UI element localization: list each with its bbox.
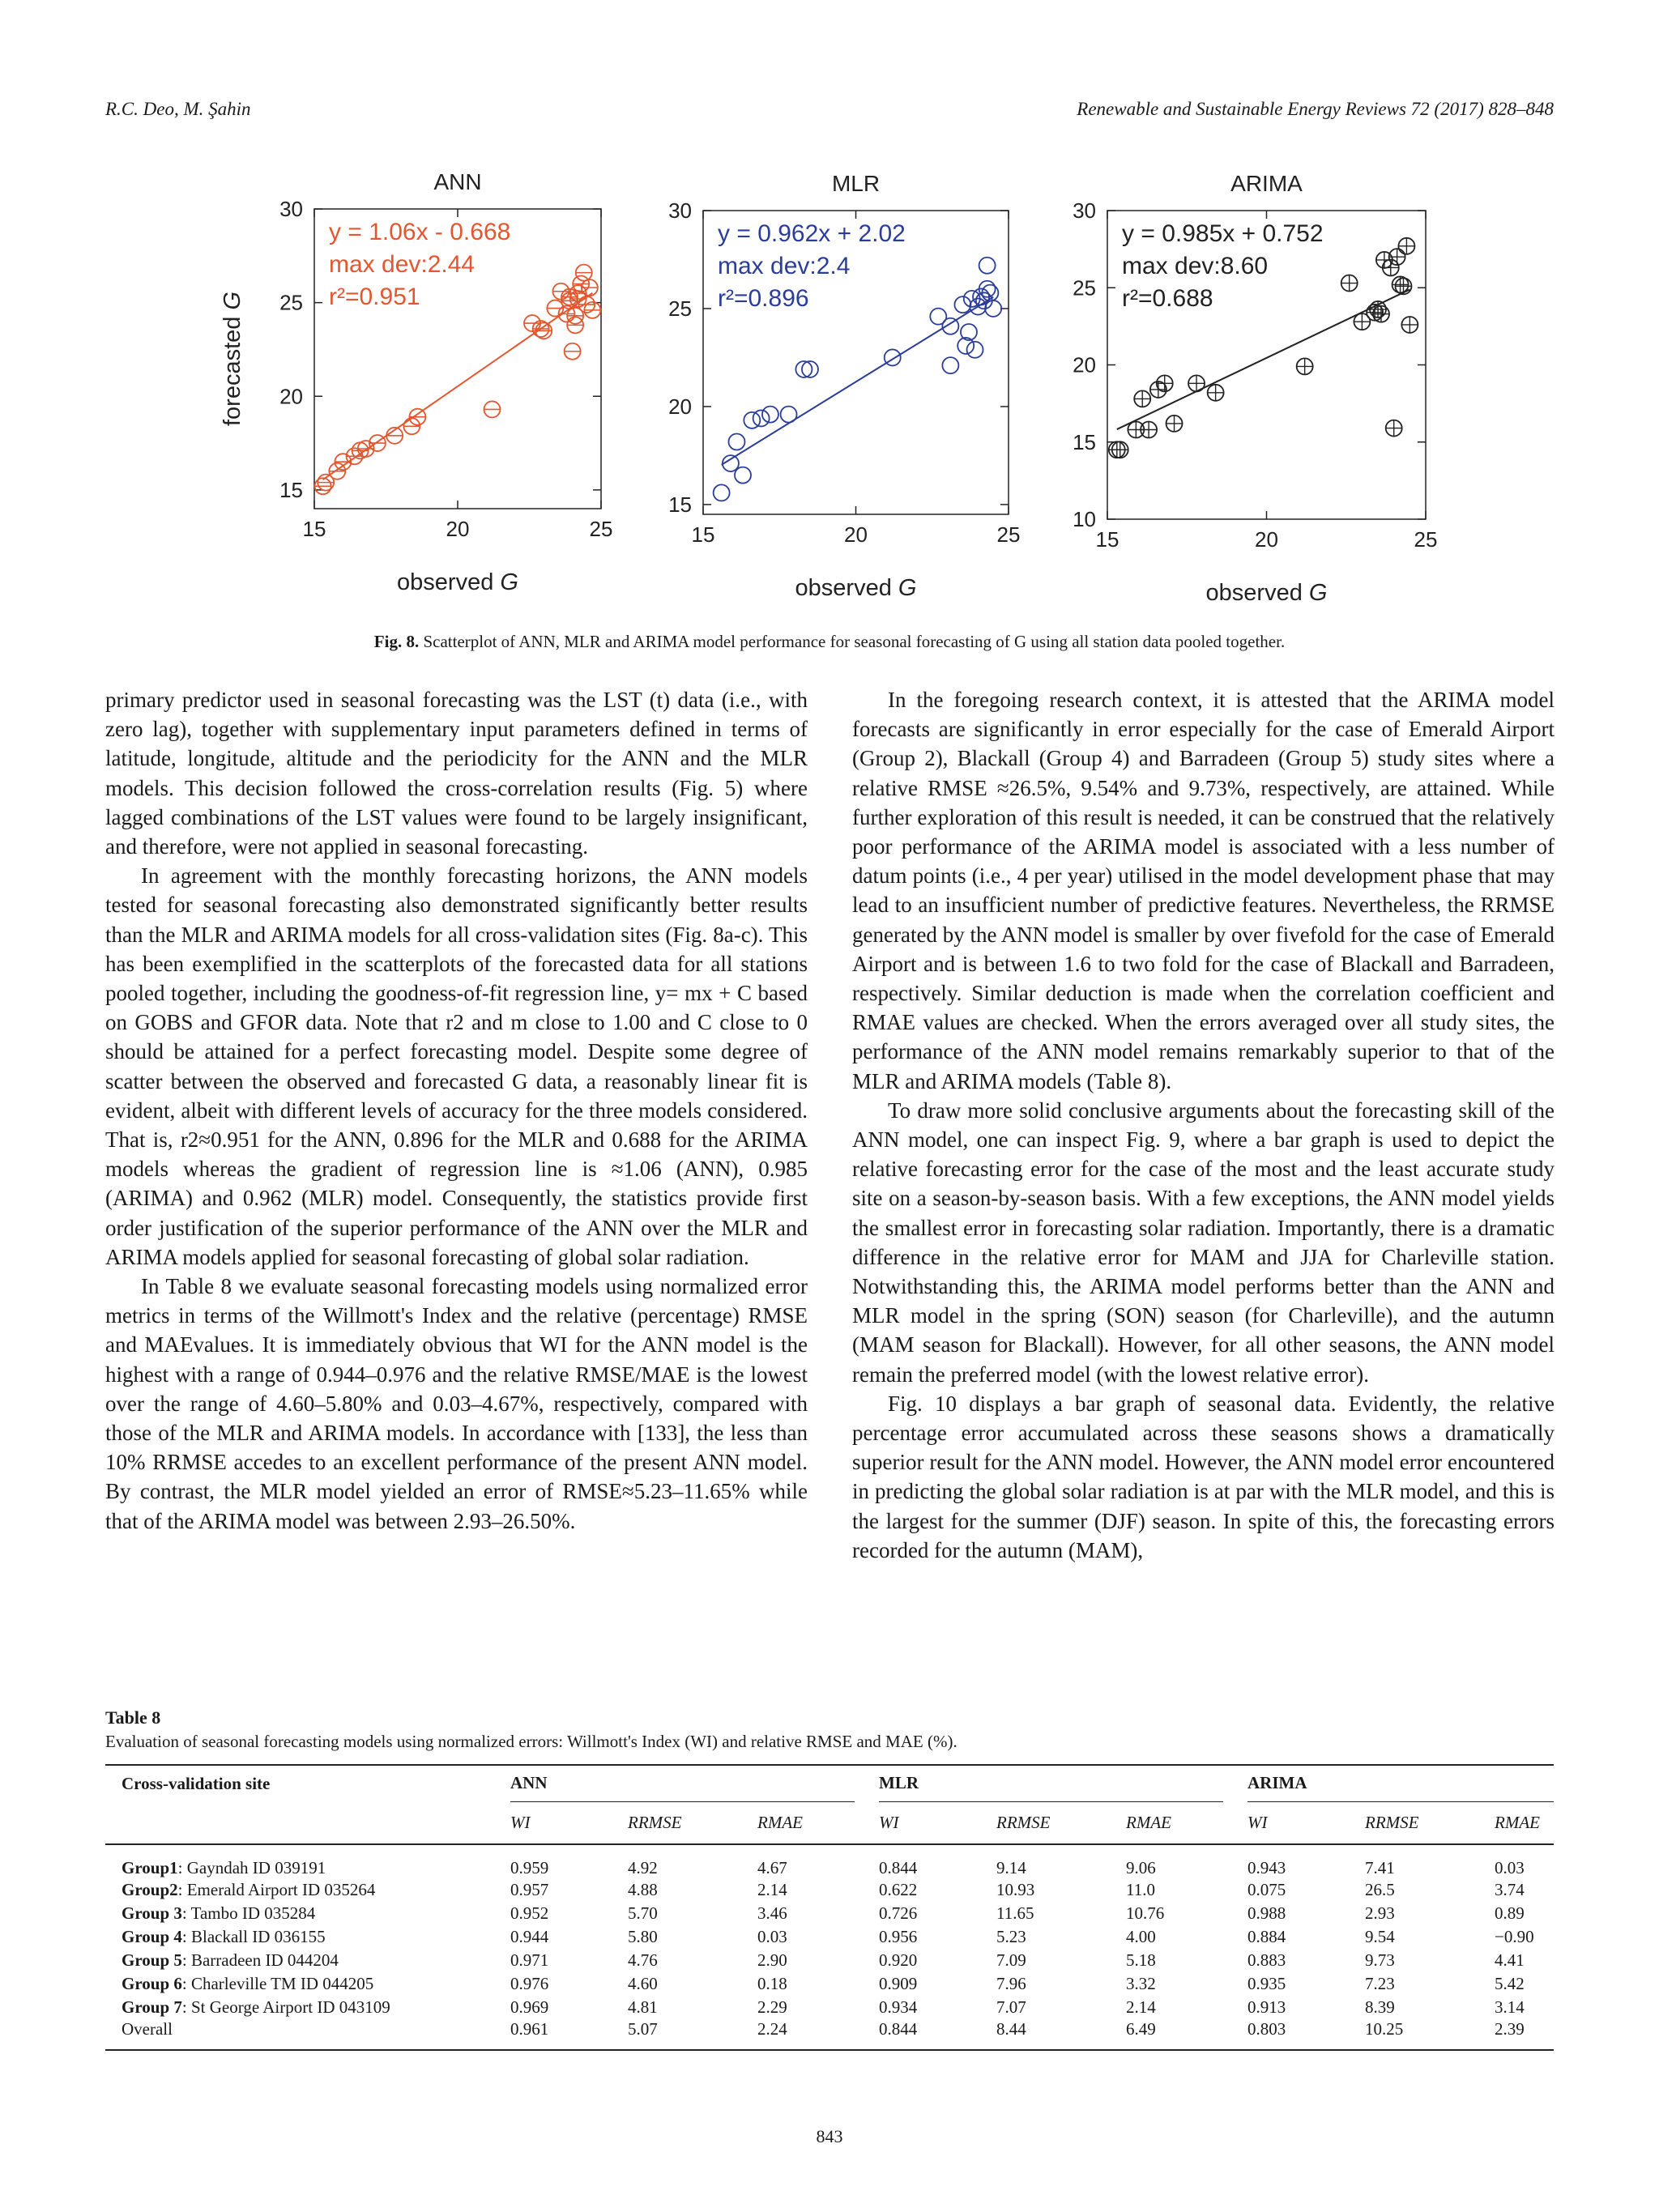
y-tick-label: 30: [1073, 198, 1096, 223]
table-caption: Evaluation of seasonal forecasting models using normalized errors: Willmott's Index (WI) and relative RMSE and MAE (%).: [105, 1732, 957, 1751]
y-tick-label: 25: [1073, 275, 1096, 300]
data-point: [735, 467, 751, 484]
table-cell: 4.41: [1495, 1950, 1525, 1970]
table-site-group: Group 5: [122, 1950, 182, 1970]
table-cell: 0.844: [879, 1858, 918, 1877]
table-cell: 0.957: [510, 1880, 549, 1899]
table-group-header: [1247, 1765, 1554, 1802]
table-cell: 0.944: [510, 1927, 549, 1946]
table-cell: 0.952: [510, 1903, 549, 1923]
table-overall-cell: 8.44: [996, 2019, 1026, 2039]
table-site-group: Group 3: [122, 1903, 182, 1923]
table-site-name: : Emerald Airport ID 035264: [177, 1880, 376, 1899]
figure-caption-text: Scatterplot of ANN, MLR and ARIMA model performance for seasonal forecasting of G using all station data pooled together.: [419, 632, 1286, 651]
table-cell: 0.884: [1247, 1927, 1286, 1946]
table-group-header: [510, 1765, 879, 1802]
x-tick-label: 25: [1414, 527, 1438, 552]
x-tick-label: 20: [1255, 527, 1278, 552]
paragraph: In the foregoing research context, it is attested that the ARIMA model forecasts are significantly in error especially for the case of Emerald Airport (Group 2), Blackall (Group 4) and Barradeen (Group 5) study sites where a relative RMSE ≈26.5%, 9.54% and 9.73%, respectively, are attained. While further exploration of this result is needed, it can be construed that the relatively poor performance of the ARIMA model is associated with a less number of datum points (i.e., 4 per year) utilised in the model development phase that may lead to an insufficient number of predictive features. Nevertheless, the RRMSE generated by the ANN model is smaller by over fivefold for the case of Emerald Airport and is between 1.6 to two fold for the case of Blackall and Barradeen, respectively. Similar deduction is made when the correlation coefficient and RMAE values are checked. When the errors averaged over all study sites, the performance of the ANN model remains remarkably superior to that of the MLR and ARIMA models (Table 8).: [852, 688, 1555, 1093]
data-point: [885, 349, 901, 365]
regression-line: [722, 297, 994, 465]
figure-8-scatterplots: [105, 158, 1554, 620]
y-tick-label: 15: [1073, 429, 1096, 454]
table-cell: 0.909: [879, 1974, 918, 1993]
table-cell: 0.03: [1495, 1858, 1525, 1877]
x-axis-label: [1206, 580, 1328, 606]
table-metric-header: RMAE: [1495, 1813, 1540, 1832]
x-tick-label: 15: [691, 522, 715, 547]
table-cell: 7.09: [996, 1950, 1026, 1970]
table-cell: 9.73: [1365, 1950, 1395, 1970]
table-cell: 4.81: [628, 1997, 658, 2017]
table-cell: 0.959: [510, 1858, 549, 1877]
table-title: Table 8: [105, 1707, 161, 1728]
table-row: [105, 1925, 1554, 1949]
table-cell: 11.0: [1126, 1880, 1155, 1899]
table-overall-cell: 2.24: [757, 2019, 787, 2039]
x-axis-label: [397, 569, 518, 595]
table-cell: 4.00: [1126, 1927, 1156, 1946]
data-point: [728, 433, 744, 450]
table-cell: 3.14: [1495, 1997, 1525, 2017]
table-cell: 11.65: [996, 1903, 1034, 1923]
table-blank-header: [105, 1802, 510, 1844]
running-header-journal: Renewable and Sustainable Energy Reviews 72 (2017) 828–848: [1077, 99, 1554, 119]
table-group-ann: ANN: [510, 1773, 855, 1802]
table-cell: 2.93: [1365, 1903, 1395, 1923]
annotation-r2: r²=0.951: [329, 283, 420, 310]
table-overall-cell: 0.844: [879, 2019, 918, 2039]
annotation-equation: y = 1.06x - 0.668: [329, 219, 511, 245]
table-cell: 4.60: [628, 1974, 658, 1993]
table-cell: 3.46: [757, 1903, 787, 1923]
paragraph: To draw more solid conclusive arguments about the forecasting skill of the ANN model, one can inspect Fig. 9, where a bar graph is used to depict the relative forecasting error for the case of the most and the least accurate study site on a season-by-season basis. With a few exceptions, the ANN model yields the smallest error in forecasting solar radiation. Importantly, there is a dramatic difference in the relative error for MAM and JJA for Charleville station. Notwithstanding this, the ARIMA model performs better than the ANN and MLR model in the spring (SON) season (for Charleville), and the autumn (MAM season for Blackall). However, for all other seasons, the ANN model remain the preferred model (with the lowest relative error).: [852, 1097, 1555, 1387]
paragraph: Fig. 10 displays a bar graph of seasonal data. Evidently, the relative percentage error accumulated across these seasons shows a dramatically superior result for the ANN model. However, the ANN model error encountered in predicting the global solar radiation is at par with the MLR model, and this is the largest for the summer (DJF) season. In spite of this, the forecasting errors recorded for the autumn (MAM),: [852, 1391, 1555, 1562]
table-group-arima: ARIMA: [1247, 1773, 1554, 1802]
y-tick-label: 30: [668, 198, 692, 223]
x-tick-label: 25: [996, 522, 1021, 547]
data-point: [781, 407, 797, 423]
table-header-site: Cross-validation site: [122, 1774, 271, 1793]
table-overall-cell: 10.25: [1365, 2019, 1404, 2039]
figure-caption-label: Fig. 8.: [373, 632, 420, 651]
table-cell: 0.89: [1495, 1903, 1525, 1923]
x-axis-label-var: G: [500, 569, 518, 595]
y-tick-label: 30: [279, 197, 303, 221]
table-row: [105, 1844, 1554, 1878]
table-row: [105, 1972, 1554, 1996]
table-overall-cell: 0.961: [510, 2019, 549, 2039]
table-row: [105, 1996, 1554, 2019]
y-tick-label: 15: [279, 477, 303, 502]
y-axis-label: [220, 292, 245, 426]
annotation-maxdev: max dev:2.4: [718, 253, 851, 279]
table-site-group: Group 6: [122, 1974, 182, 1993]
table-site-cell: [105, 1925, 510, 1949]
y-tick-label: 25: [279, 290, 303, 315]
annotation-r2: r²=0.896: [718, 285, 809, 312]
table-cell: 0.920: [879, 1950, 918, 1970]
table-cell: 9.14: [996, 1858, 1026, 1877]
y-tick-label: 25: [668, 296, 692, 321]
paragraph: In Table 8 we evaluate seasonal forecasting models using normalized error metrics in terms of the Willmott's Index and the relative (percentage) RMSE and MAEvalues. It is immediately obvious that WI for the ANN model is the highest with a range of 0.944–0.976 and the relative RMSE/MAE is the lowest over the range of 4.60–5.80% and 0.03–4.67%, respectively, compared with those of the MLR and ARIMA models. In accordance with [133], the less than 10% RRMSE accedes to an excellent performance of the present ANN model. By contrast, the MLR model yielded an error of RMSE≈5.23–11.65% while that of the ARIMA model was between 2.93–26.50%.: [105, 1274, 808, 1533]
panel-mlr: [668, 171, 1020, 601]
table-cell: 0.622: [879, 1880, 918, 1899]
x-axis-label-var: G: [1308, 580, 1328, 606]
x-tick-label: 20: [844, 522, 868, 547]
table-cell: 5.42: [1495, 1974, 1525, 1993]
table-metric-header: RRMSE: [1365, 1813, 1419, 1832]
annotation-equation: y = 0.962x + 2.02: [718, 220, 906, 247]
table-body: [105, 1844, 1554, 2050]
table-cell: 0.971: [510, 1950, 549, 1970]
table-row-overall: [105, 2019, 1554, 2050]
table-cell: 7.41: [1365, 1858, 1395, 1877]
table-site-name: : Gayndah ID 039191: [177, 1858, 326, 1877]
table-group-header: [879, 1765, 1247, 1802]
table-cell: 7.23: [1365, 1974, 1395, 1993]
y-tick-label: 15: [668, 492, 692, 517]
table-site-group: Group2: [122, 1880, 178, 1899]
panel-arima: [1073, 171, 1437, 606]
x-tick-label: 15: [302, 517, 326, 541]
table-metric-header: RRMSE: [628, 1813, 682, 1832]
panel-title: ARIMA: [1230, 171, 1303, 196]
x-tick-label: 15: [1095, 527, 1120, 552]
y-axis-label-text: forecasted: [220, 309, 245, 427]
table-site-group: Group1: [122, 1858, 178, 1877]
y-axis-label-var: G: [220, 291, 245, 310]
right-text-column: [852, 685, 1555, 1565]
table-cell: 0.913: [1247, 1997, 1286, 2017]
table-cell: 0.075: [1247, 1880, 1286, 1899]
table-cell: 0.934: [879, 1997, 918, 2017]
table-8: [105, 1764, 1554, 2051]
data-point: [753, 410, 770, 426]
table-cell: 0.726: [879, 1903, 918, 1923]
annotation-equation: y = 0.985x + 0.752: [1122, 220, 1324, 247]
table-cell: 0.935: [1247, 1974, 1286, 1993]
table-cell: 26.5: [1365, 1880, 1395, 1899]
table-site-cell: [105, 1972, 510, 1996]
table-cell: 0.988: [1247, 1903, 1286, 1923]
table-row: [105, 1878, 1554, 1902]
table-cell: 5.23: [996, 1927, 1026, 1946]
table-cell: 2.14: [1126, 1997, 1156, 2017]
table-cell: 9.54: [1365, 1927, 1395, 1946]
table-row: [105, 1902, 1554, 1925]
table-cell: 9.06: [1126, 1858, 1156, 1877]
table-cell: −0.90: [1495, 1927, 1534, 1946]
panel-ann: [220, 169, 612, 595]
table-site-name: : Tambo ID 035284: [181, 1903, 316, 1923]
page-number: 843: [816, 2126, 843, 2146]
data-point: [967, 342, 983, 358]
x-tick-label: 25: [589, 517, 613, 541]
running-header-authors: R.C. Deo, M. Şahin: [105, 99, 251, 119]
table-cell: 3.74: [1495, 1880, 1525, 1899]
table-site-cell: [105, 1996, 510, 2019]
data-point: [979, 258, 996, 274]
table-site-cell: [105, 1878, 510, 1902]
x-axis-label-text: observed: [397, 569, 501, 595]
table-site-group: Group 7: [122, 1997, 182, 2017]
table-cell: 0.03: [757, 1927, 787, 1946]
table-group-mlr: MLR: [879, 1773, 1223, 1802]
scatterplot-panels: [105, 158, 1554, 620]
x-axis-label: [795, 575, 917, 601]
table-cell: 10.93: [996, 1880, 1035, 1899]
table-site-group: Group 4: [122, 1927, 182, 1946]
table-cell: 4.88: [628, 1880, 658, 1899]
table-site-name: : St George Airport ID 043109: [181, 1997, 390, 2017]
table-site-name: : Barradeen ID 044204: [181, 1950, 339, 1970]
panel-title: MLR: [831, 171, 881, 196]
table-cell: 0.943: [1247, 1858, 1286, 1877]
table-metric-header: WI: [510, 1813, 531, 1832]
annotation-r2: r²=0.688: [1122, 285, 1213, 312]
x-axis-label-text: observed: [795, 575, 898, 601]
table-overall-cell: 0.803: [1247, 2019, 1286, 2039]
regression-line: [323, 293, 593, 479]
y-tick-label: 10: [1073, 507, 1096, 531]
table-metric-header: RRMSE: [996, 1813, 1051, 1832]
table-site-name: : Charleville TM ID 044205: [181, 1974, 374, 1993]
table-overall-cell: 6.49: [1126, 2019, 1156, 2039]
table-metric-header: RMAE: [757, 1813, 803, 1832]
y-tick-label: 20: [279, 384, 303, 409]
table-site-name: : Blackall ID 036155: [181, 1927, 326, 1946]
table-site-cell: [105, 1949, 510, 1972]
table-cell: 0.976: [510, 1974, 549, 1993]
annotation-maxdev: max dev:8.60: [1122, 253, 1269, 279]
annotation-maxdev: max dev:2.44: [329, 251, 476, 278]
table-cell: 4.92: [628, 1858, 658, 1877]
table-cell: 2.14: [757, 1880, 787, 1899]
table-site-cell: [105, 1902, 510, 1925]
table-overall-cell: 5.07: [628, 2019, 658, 2039]
table-cell: 10.76: [1126, 1903, 1165, 1923]
x-axis-label-text: observed: [1205, 580, 1309, 606]
data-point: [714, 484, 730, 501]
table-cell: 0.956: [879, 1927, 918, 1946]
data-point: [762, 407, 778, 423]
data-point: [954, 296, 970, 313]
table-cell: 5.18: [1126, 1950, 1156, 1970]
left-text-column: [105, 685, 808, 1536]
table-site-cell: [105, 1844, 510, 1878]
table-cell: 3.32: [1126, 1974, 1156, 1993]
table-cell: 2.90: [757, 1950, 787, 1970]
table-cell: 4.67: [757, 1858, 787, 1877]
table-cell: 7.96: [996, 1974, 1026, 1993]
table-cell: 5.70: [628, 1903, 658, 1923]
x-axis-label-var: G: [898, 575, 917, 601]
table-overall-cell: 2.39: [1495, 2019, 1525, 2039]
paragraph: primary predictor used in seasonal forecasting was the LST (t) data (i.e., with zero lag), together with supplementary input parameters defined in terms of latitude, longitude, altitude and the periodicity for the ANN and the MLR models. This decision followed the cross-correlation results (Fig. 5) where lagged combinations of the LST values were found to be largely insignificant, and therefore, were not applied in seasonal forecasting.: [105, 688, 808, 859]
table-cell: 0.18: [757, 1974, 787, 1993]
paragraph: In agreement with the monthly forecasting horizons, the ANN models tested for seasonal forecasting also demonstrated significantly better results than the MLR and ARIMA models for all cross-validation sites (Fig. 8a-c). This has been exemplified in the scatterplots of the forecasted data for all stations pooled together, including the goodness-of-fit regression line, y= mx + C based on GOBS and GFOR data. Note that r2 and m close to 1.00 and C close to 0 should be attained for a perfect forecasting model. Despite some degree of scatter between the observed and forecasted G data, a reasonably linear fit is evident, albeit with different levels of accuracy for the three models considered. That is, r2≈0.951 for the ANN, 0.896 for the MLR and 0.688 for the ARIMA models whereas the gradient of regression line is ≈1.06 (ANN), 0.985 (ARIMA) and 0.962 (MLR) model. Consequently, the statistics provide first order justification of the superior performance of the ANN over the MLR and ARIMA models applied for seasonal forecasting of global solar radiation.: [105, 863, 808, 1269]
panel-title: ANN: [433, 169, 482, 194]
y-tick-label: 20: [668, 394, 692, 419]
table-cell: 7.07: [996, 1997, 1026, 2017]
table-metric-header: WI: [1247, 1813, 1268, 1832]
table-cell: 5.80: [628, 1927, 658, 1946]
table-cell: 8.39: [1365, 1997, 1395, 2017]
table-cell: 4.76: [628, 1950, 658, 1970]
table-row: [105, 1949, 1554, 1972]
table-overall-label: Overall: [122, 2019, 173, 2039]
y-tick-label: 20: [1073, 352, 1096, 377]
x-tick-label: 20: [446, 517, 470, 541]
table-metric-header: WI: [879, 1813, 899, 1832]
table-cell: 0.969: [510, 1997, 549, 2017]
table-metric-header: RMAE: [1126, 1813, 1171, 1832]
table-cell: 2.29: [757, 1997, 787, 2017]
data-point: [942, 357, 958, 373]
table-cell: 0.883: [1247, 1950, 1286, 1970]
figure-caption: [105, 632, 1554, 652]
